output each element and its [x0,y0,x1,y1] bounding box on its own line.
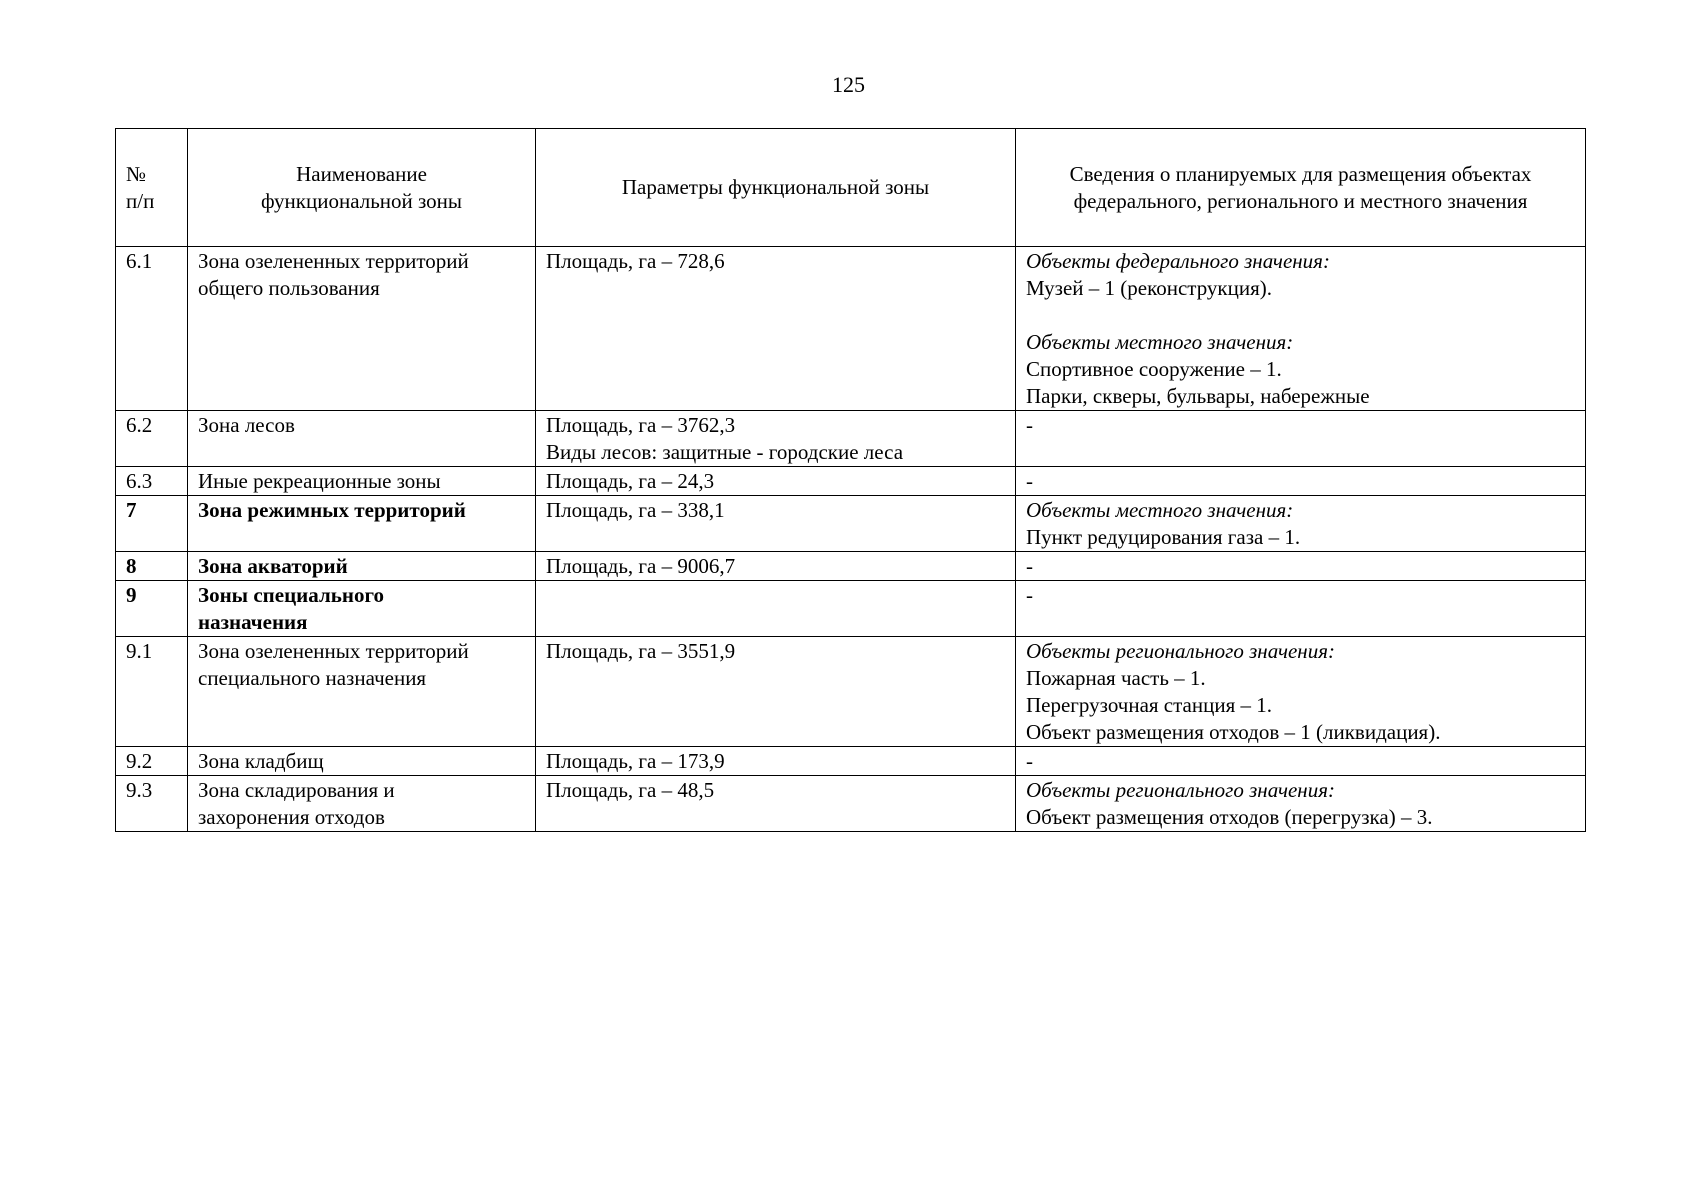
zone-params-line: Площадь, га – 24,3 [546,469,715,493]
header-planned-objects-line: федерального, регионального и местного значения [1073,188,1528,213]
zone-name-line: Зоны специального [198,583,384,607]
zone-params [536,467,1016,496]
objects-item: Парки, скверы, бульвары, набережные [1026,384,1370,408]
zone-params [536,552,1016,581]
planned-objects [1016,496,1586,552]
header-number [116,129,188,247]
objects-heading: Объекты федерального значения: [1026,249,1330,273]
zone-name-line: Зона озелененных территорий [198,639,469,663]
objects-item: Пункт редуцирования газа – 1. [1026,525,1301,549]
row-number: 6.1 [116,247,188,411]
planned-objects: - [1016,552,1586,581]
objects-item: Музей – 1 (реконструкция). [1026,276,1273,300]
row-number: 6.2 [116,411,188,467]
zone-name-line: Иные рекреационные зоны [198,469,441,493]
zone-name-line: Зона акваторий [198,554,348,578]
row-number: 9.3 [116,776,188,832]
objects-item: Перегрузочная станция – 1. [1026,693,1273,717]
row-number: 8 [116,552,188,581]
objects-item: Пожарная часть – 1. [1026,666,1206,690]
zone-params-line: Площадь, га – 338,1 [546,498,725,522]
table-row [116,552,1586,581]
objects-heading: Объекты местного значения: [1026,498,1294,522]
planned-objects [1016,776,1586,832]
row-number: 7 [116,496,188,552]
table-row [116,776,1586,832]
zone-name [188,747,536,776]
zone-params-line: Площадь, га – 48,5 [546,778,715,802]
zone-name [188,552,536,581]
header-number-line: п/п [126,188,155,213]
table-row [116,581,1586,637]
objects-heading: Объекты регионального значения: [1026,778,1335,802]
zone-params-line: Площадь, га – 728,6 [546,249,725,273]
zone-name-line: специального назначения [198,666,427,690]
table-row [116,747,1586,776]
table-row [116,247,1586,411]
table-row [116,496,1586,552]
zone-name-line: захоронения отходов [198,805,385,829]
zone-params [536,411,1016,467]
zone-params-line: Виды лесов: защитные - городские леса [546,440,904,464]
functional-zones-table [115,128,1586,832]
table-row [116,637,1586,747]
table-header-row [116,129,1586,247]
zone-name-line: Зона озелененных территорий [198,249,469,273]
zone-params [536,247,1016,411]
objects-item: Объект размещения отходов – 1 (ликвидация). [1026,720,1441,744]
zone-params [536,637,1016,747]
zone-name-line: Зона кладбищ [198,749,324,773]
objects-item: Спортивное сооружение – 1. [1026,357,1282,381]
zone-params [536,776,1016,832]
zone-name [188,247,536,411]
planned-objects: - [1016,411,1586,467]
zone-name [188,581,536,637]
header-planned-objects-line: Сведения о планируемых для размещения объектах [1069,161,1532,186]
table-row [116,467,1586,496]
zone-name-line: назначения [198,610,308,634]
planned-objects: - [1016,747,1586,776]
row-number: 9.1 [116,637,188,747]
zone-params-line: Площадь, га – 173,9 [546,749,725,773]
header-zone-name-line: Наименование [296,161,427,186]
header-zone-name [188,129,536,247]
row-number: 9 [116,581,188,637]
header-zone-params-line: Параметры функциональной зоны [621,175,930,199]
planned-objects: - [1016,467,1586,496]
zone-name-line: Зона складирования и [198,778,395,802]
zone-name [188,411,536,467]
objects-heading: Объекты регионального значения: [1026,639,1335,663]
zone-params-line: Площадь, га – 9006,7 [546,554,736,578]
zone-name-line: Зона лесов [198,413,295,437]
zone-name-line: общего пользования [198,276,380,300]
zone-params [536,747,1016,776]
zone-name-line: Зона режимных территорий [198,498,466,522]
planned-objects: - [1016,581,1586,637]
planned-objects [1016,247,1586,411]
table-row [116,411,1586,467]
zone-name [188,496,536,552]
zone-params [536,496,1016,552]
zone-name [188,637,536,747]
row-number: 9.2 [116,747,188,776]
planned-objects [1016,637,1586,747]
zone-params-line: Площадь, га – 3551,9 [546,639,736,663]
objects-item: Объект размещения отходов (перегрузка) – 3. [1026,805,1433,829]
objects-heading: Объекты местного значения: [1026,330,1294,354]
zone-name [188,776,536,832]
zone-params-line: Площадь, га – 3762,3 [546,413,736,437]
header-zone-name-line: функциональной зоны [260,188,463,213]
row-number: 6.3 [116,467,188,496]
header-planned-objects [1016,129,1586,247]
header-zone-params [536,129,1016,247]
page-number: 125 [832,72,865,97]
header-number-line: № [126,161,147,186]
zone-params [536,581,1016,637]
zone-name [188,467,536,496]
